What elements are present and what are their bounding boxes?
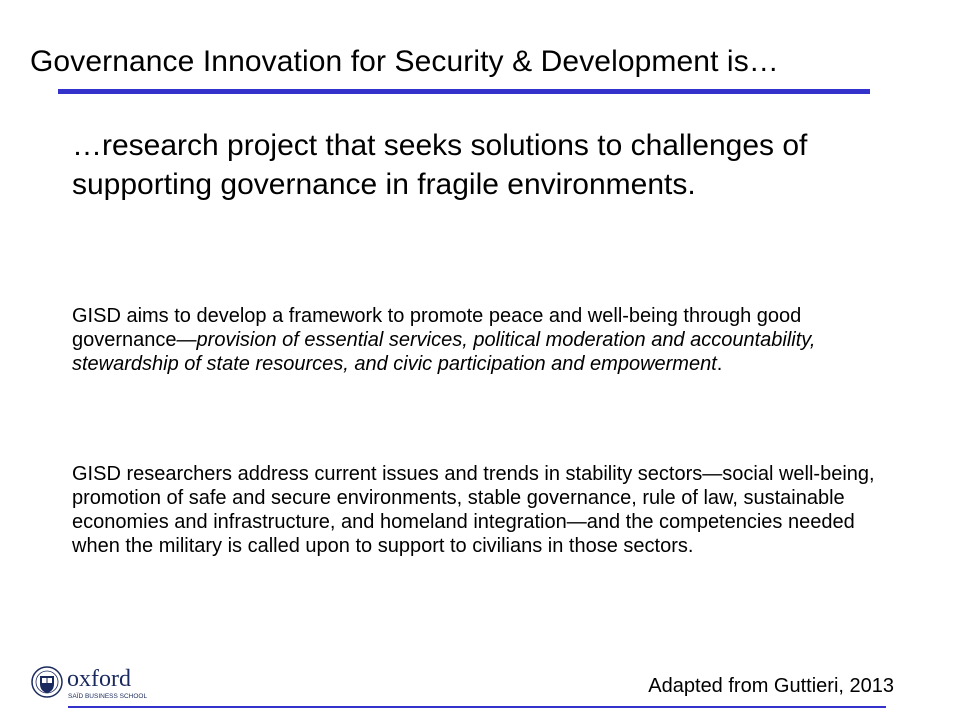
university-crest-icon [32,667,62,697]
logo-tagline: SAÏD BUSINESS SCHOOL [68,693,148,700]
aims-paragraph [72,304,902,376]
aims-italic-text: provision of essential services, political moderation and accountability, stewardship of state resources, and civic participation and empowerment [72,329,816,375]
lead-statement: …research project that seeks solutions to challenges of supporting governance in fragile environments. [72,129,808,201]
aims-dash: — [176,329,197,351]
research-paragraph: GISD researchers address current issues and trends in stability sectors—social well-being, promotion of safe and secure environments, stable governance, rule of law, sustainable economies and infrastructure, and homeland integration—and the competencies needed when the military is called upon to support to civilians in those sectors. [72,463,875,557]
slide-title: Governance Innovation for Security & Development is… [30,45,779,78]
aims-end: . [716,353,723,375]
footer-rule [68,706,886,708]
title-underline [58,89,870,94]
logo-wordmark: oxford [67,666,131,692]
source-citation: Adapted from Guttieri, 2013 [648,675,894,697]
aims-intro: GISD aims to develop a framework to promote peace and well-being through good governance [72,305,802,351]
oxford-said-logo [30,663,150,705]
